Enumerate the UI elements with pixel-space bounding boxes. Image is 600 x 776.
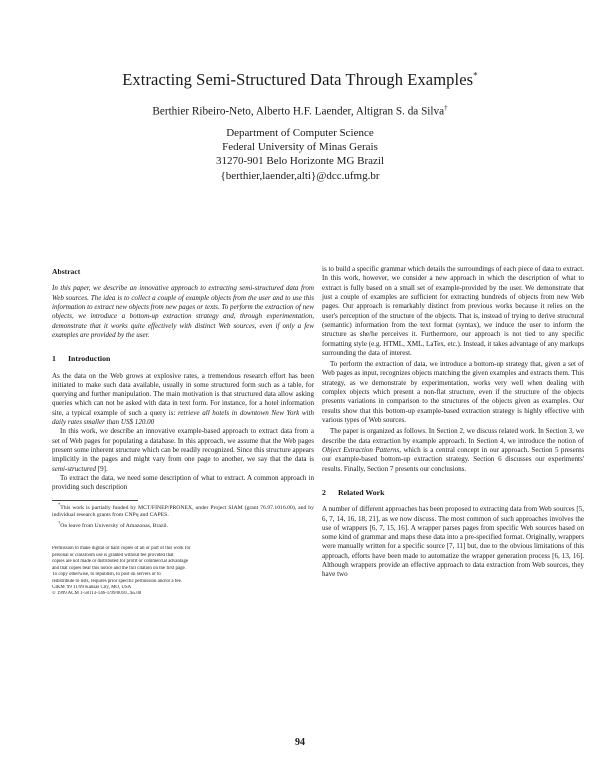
footnote-funding-text: This work is partially funded by MCT/FINEP/PRONEX, under Project SIAM (grant 76.97.1016.00), and by individual research grants from CNPq and CAPES. <box>52 504 314 518</box>
permission-line: Permission to make digital or hard copies of all or part of this work for <box>52 546 191 552</box>
section-title: Introduction <box>68 354 111 364</box>
affiliation-block <box>0 126 600 183</box>
author-names: Berthier Ribeiro-Neto, Alberto H.F. Laender, Altigran S. da Silva <box>152 105 445 118</box>
footnote-leave-mark: † <box>58 520 61 526</box>
permission-line: personal or classroom use is granted without fee provided that <box>52 552 174 558</box>
intro-paragraph-2-text: In this work, we describe an innovative example-based approach to extract data from a set of Web pages for populating a database. In this approach, we assume that the Web pages present some inherent structure which can be readily recognized. Since this structure appears implicitly in the pages and might vary from one page to another, we say that the data is <box>52 427 315 464</box>
related-work-paragraph-1: A number of different approaches has been proposed to extracting data from Web sources [5, 6, 7, 14, 16, 18, 21], as we now discuss. The most common of such approaches involves the use of wrappers [6, 7, 15, 16]. A wrapper parses pages from specific Web sources based on some kind of grammar and maps these data into a pre-specified format. Originally, wrappers were manually written for a specific source [7, 11] but, due to the obvious limitations of this approach, efforts have been made to automatize the wrapper generation process [6, 13, 16]. Although wrappers provide an effective approach to data extraction from Web sources, they have two <box>322 505 584 579</box>
intro-paragraph-2 <box>52 427 314 474</box>
section-heading-introduction <box>52 354 314 363</box>
footnote-funding-mark: * <box>58 501 61 507</box>
permission-line: To copy otherwise, to republish, to post on servers or to <box>52 572 161 578</box>
right-paragraph-3-text: The paper is organized as follows. In Section 2, we discuss related work. In Section 3, we describe the data extraction by example approach. In Section 4, we introduce the notion of <box>322 427 584 445</box>
paper-title-text: Extracting Semi-Structured Data Through Examples <box>122 70 474 89</box>
abstract-heading: Abstract <box>52 267 81 276</box>
right-paragraph-3 <box>322 427 584 474</box>
ose-term: Object Extraction Patterns <box>322 445 400 454</box>
permission-line: copies are not made or distributed for profit or commercial advantage <box>52 559 189 565</box>
right-column <box>322 265 584 580</box>
section-heading-related-work <box>322 488 584 497</box>
affiliation-email: {berthier,laender,alti}@dcc.ufmg.br <box>220 169 380 182</box>
affiliation-department: Department of Computer Science <box>226 127 374 139</box>
right-paragraph-3-tail: , which is a central concept in our approach. Section 5 presents our example-based bottom-up extraction strategy. Section 6 discusses our experiments' results. Finally, Section 7 presents our conclusions. <box>322 445 585 473</box>
section-title: Related Work <box>338 487 385 497</box>
section-number: 2 <box>322 487 326 497</box>
section-number: 1 <box>52 354 56 364</box>
page-number: 94 <box>295 737 305 748</box>
query-example: retrieve all hotels in downtown New York with daily rates smaller than US$ 120.00 <box>52 408 314 427</box>
intro-paragraph-1-text: As the data on the Web grows at explosive rates, a tremendous research effort has been initiated to make such data available, usually in some structured form such as a table, for querying and further manipulation. The main motivation is that structured data allow asking queries which can not be asked with data in text form. For instance, for a hotel information site, a typical example of such a query is: <box>52 371 314 417</box>
semi-structured-term: semi-structured <box>52 464 96 473</box>
footnote-funding <box>52 501 314 519</box>
paper-title <box>0 70 600 90</box>
permission-line: and that copies bear this notice and the full citation on the first page. <box>52 565 186 571</box>
permission-line: CIKM '99 11/99 Kansas City, MO, USA <box>52 584 132 590</box>
permission-line: redistribute to lists, requires prior specific permission and/or a fee. <box>52 578 182 584</box>
footnote-leave-text: On leave from University of Amazonas, Brazil. <box>60 522 168 529</box>
author-footnote-mark: † <box>444 104 448 112</box>
semi-structured-citation: [9]. <box>95 464 108 473</box>
affiliation-address: 31270-901 Belo Horizonte MG Brazil <box>215 155 385 168</box>
intro-paragraph-1 <box>52 372 314 428</box>
permission-notice <box>52 546 242 598</box>
right-paragraph-1: is to build a specific grammar which details the surroundings of each piece of data to extract. In this work, however, we consider a new approach in which the description of what to extract is fully based on a small set of example-provided by the user. We demonstrate that just a couple of examples are sufficient for extracting hundreds of objects from new Web pages. Our approach is remarkably distinct from previous works because it relies on the user's perception of the structure of the objects. That is, instead of trying to derive structural (semantic) information from the text format (syntax), we induce the user to inform the structure as she/he perceives it. Furthermore, our approach is not tied to any specific formatting style (e.g. HTML, XML, LaTex, etc.). Instead, it takes advantage of any markups surrounding the data of interest. <box>322 265 585 357</box>
right-paragraph-2: To perform the extraction of data, we introduce a bottom-up strategy that, given a set of Web pages as input, recognizes objects matching the given examples and extracts them. This strategy, as we demonstrate by experimentation, works very well when dealing with complex objects which present a non-flat structure, even if the structure of the objects presents variations in comparison to the structures of the objects given as examples. Our results show that this bottom-up example-based extraction strategy is highly effective with various types of Web sources. <box>322 360 584 424</box>
title-footnote-mark: * <box>473 70 478 81</box>
affiliation-university: Federal University of Minas Gerais <box>222 141 378 154</box>
intro-paragraph-3: To extract the data, we need some description of what to extract. A common approach in providing such description <box>52 473 314 492</box>
permission-line: © 1999 ACM 1-58113-146-1/99/0010...$5.00 <box>52 591 142 597</box>
author-list <box>0 104 600 118</box>
footnote-leave <box>52 519 314 530</box>
abstract-text: In this paper, we describe an innovative approach to extracting semi-structured data from Web sources. The idea is to collect a couple of example objects from the user and to use this information to extract new objects from new pages or texts. To perform the extraction of new objects, we introduce a bottom-up extraction strategy and, through experimentation, demonstrate that it works quite effectively with distinct Web sources, even if only a few examples are provided by the user. <box>52 284 314 339</box>
left-column <box>52 267 314 598</box>
